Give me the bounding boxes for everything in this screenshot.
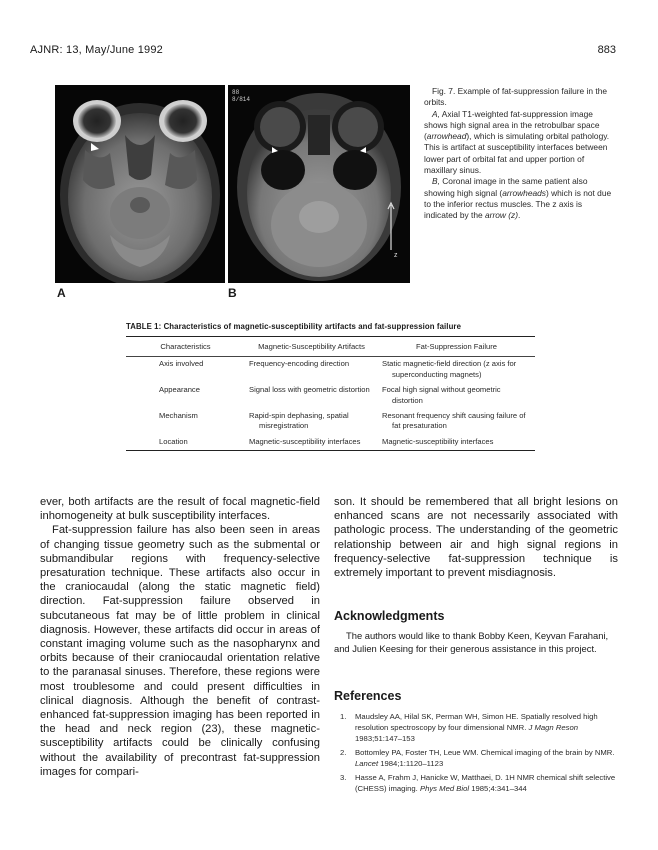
table-header-cell: Characteristics: [160, 342, 211, 351]
table-cell: Static magnetic-field direction (z axis for superconducting magnets): [382, 359, 517, 379]
coronal-mri-image: [228, 85, 410, 283]
table-row: [126, 383, 535, 409]
svg-text:8/814: 8/814: [232, 96, 251, 103]
table-title: TABLE 1: Characteristics of magnetic-susceptibility artifacts and fat-suppression failure: [126, 322, 462, 331]
table-cell: Appearance: [159, 385, 200, 395]
body-paragraph: son. It should be remembered that all bright lesions on enhanced scans are not necessarily associated with pathologic process. The understanding of the geometric relationship between air and high signal regions in frequency-selective fat-suppression technique is extremely important to prevent misdiagnosis.: [334, 496, 618, 580]
body-column-right: [334, 495, 618, 580]
reference-item: 3. Hasse A, Frahm J, Hanicke W, Matthaei, D. 1H NMR chemical shift selective (CHESS) imaging. Phys Med Biol 1985;4:341–344: [340, 773, 616, 793]
figure-7-images: [55, 85, 410, 283]
table-row: [126, 357, 535, 383]
table-header-cell: Fat-Suppression Failure: [415, 342, 498, 351]
table-cell: Focal high signal without geometric distortion: [382, 385, 501, 405]
body-paragraph: ever, both artifacts are the result of focal magnetic-field inhomogeneity at bulk susceptibility interfaces.: [40, 496, 320, 523]
table-cell: Rapid-spin dephasing, spatial misregistration: [249, 411, 349, 431]
caption-panel-b: B, Coronal image in the same patient also showing high signal (arrowheads) which is not due to the inferior rectus muscles. The z axis is indicated by the arrow (z).: [424, 176, 612, 221]
body-column-left: [40, 495, 320, 779]
table-cell: Signal loss with geometric distortion: [249, 385, 370, 395]
reference-item: 1. Maudsley AA, Hilal SK, Perman WH, Simon HE. Spatially resolved high resolution spectroscopy by four dimensional NMR. J Magn Reson 1983;51:147–153: [340, 712, 598, 743]
z-axis-label: z: [394, 252, 398, 259]
body-paragraph: Fat-suppression failure has also been seen in areas of changing tissue geometry such as the submental or submandibular regions with frequency-selective presaturation technique. These artifacts also occur in the craniocaudal (along the static magnetic field) direction. Fat-suppression failure observed in subcutaneous fat may be of little problem in clinical diagnosis. However, these artifacts did occur in areas of constant imaging volume such as the nasopharynx and orbits because of their craniocaudal orientation relative to the paranasal sinuses. Therefore, these regions were most troublesome and could present difficulties in clinical diagnosis. Although the benefit of contrast-enhanced fat-suppression imaging has been reported in the head and neck region (23), these magnetic-susceptibility artifacts could be clinically confusing without the availability of precontrast fat-suppression images for compari-: [40, 524, 320, 778]
page-number: 883: [597, 44, 616, 56]
references-heading: References: [334, 689, 402, 703]
table-header-row: [126, 337, 535, 357]
svg-text:88: 88: [232, 89, 240, 96]
table-cell: Axis involved: [159, 359, 204, 369]
table-cell: Location: [159, 436, 188, 446]
table-header-cell: Magnetic-Susceptibility Artifacts: [258, 342, 365, 351]
table-row: [126, 409, 535, 435]
panel-a-label: A: [57, 286, 66, 300]
caption-panel-a: A, Axial T1-weighted fat-suppression image shows high signal area in the retrobulbar space (arrowhead), which is simulating orbital pathology. This is artifact at susceptibility interfaces between lower part of orbital fat and upper portion of maxillary sinus.: [424, 108, 610, 176]
figure-caption: [424, 86, 614, 222]
panel-b-label: B: [228, 286, 237, 300]
table-cell: Mechanism: [159, 411, 198, 421]
caption-title: Fig. 7. Example of fat-suppression failure in the orbits.: [424, 86, 608, 108]
reference-item: 2. Bottomley PA, Foster TH, Leue WM. Chemical imaging of the brain by NMR. Lancet 1984;1:1120–1123: [340, 748, 615, 768]
reference-list: [334, 711, 624, 797]
journal-header: AJNR: 13, May/June 1992: [30, 44, 164, 56]
axial-mri-image: [55, 85, 225, 283]
acknowledgments-text: The authors would like to thank Bobby Keen, Keyvan Farahani, and Julien Keesing for their generous assistance in this project.: [334, 630, 609, 654]
acknowledgments-heading: Acknowledgments: [334, 609, 445, 623]
table-cell: Magnetic-susceptibility interfaces: [382, 436, 494, 446]
table-row: [126, 435, 535, 451]
table-cell: Frequency-encoding direction: [249, 359, 350, 369]
table-cell: Resonant frequency shift causing failure of fat presaturation: [382, 411, 526, 431]
artifact-table: [126, 336, 535, 451]
table-cell: Magnetic-susceptibility interfaces: [249, 436, 361, 446]
